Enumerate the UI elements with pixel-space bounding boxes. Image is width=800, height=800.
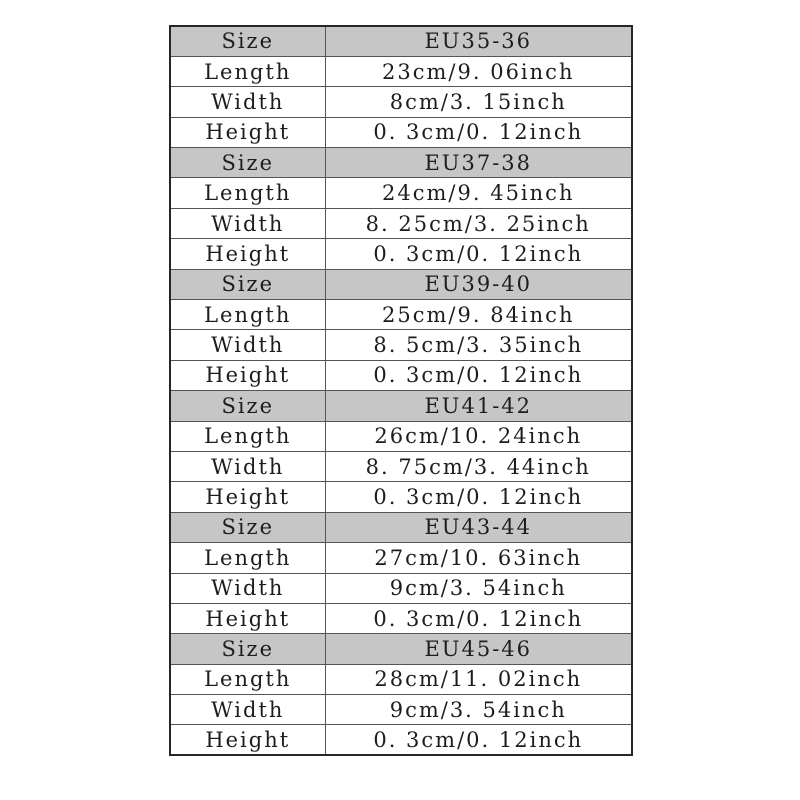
size-header-row [170, 512, 632, 542]
size-value: EU39-40 [325, 269, 632, 299]
size-value: EU35-36 [325, 26, 632, 56]
table-row [170, 87, 632, 117]
table-row [170, 573, 632, 603]
table-row [170, 543, 632, 573]
table-row [170, 451, 632, 481]
size-header-row [170, 26, 632, 56]
row-value: 9cm/3. 54inch [325, 573, 632, 603]
row-label: Width [170, 87, 325, 117]
row-label: Length [170, 56, 325, 86]
size-label: Size [170, 148, 325, 178]
size-label: Size [170, 512, 325, 542]
row-value: 0. 3cm/0. 12inch [325, 725, 632, 755]
row-label: Length [170, 664, 325, 694]
table-row [170, 725, 632, 755]
size-chart-table [169, 25, 633, 756]
size-label: Size [170, 391, 325, 421]
size-value: EU37-38 [325, 148, 632, 178]
table-row [170, 482, 632, 512]
row-label: Height [170, 117, 325, 147]
row-value: 9cm/3. 54inch [325, 695, 632, 725]
row-value: 8. 5cm/3. 35inch [325, 330, 632, 360]
row-label: Length [170, 300, 325, 330]
size-label: Size [170, 269, 325, 299]
row-value: 26cm/10. 24inch [325, 421, 632, 451]
size-label: Size [170, 26, 325, 56]
table-row [170, 664, 632, 694]
row-value: 0. 3cm/0. 12inch [325, 117, 632, 147]
row-value: 28cm/11. 02inch [325, 664, 632, 694]
table-row [170, 330, 632, 360]
row-label: Width [170, 208, 325, 238]
row-label: Length [170, 178, 325, 208]
size-value: EU41-42 [325, 391, 632, 421]
row-label: Width [170, 330, 325, 360]
size-header-row [170, 634, 632, 664]
table-row [170, 239, 632, 269]
row-value: 25cm/9. 84inch [325, 300, 632, 330]
row-label: Height [170, 603, 325, 633]
size-value: EU45-46 [325, 634, 632, 664]
row-value: 8. 75cm/3. 44inch [325, 451, 632, 481]
row-value: 0. 3cm/0. 12inch [325, 603, 632, 633]
row-value: 0. 3cm/0. 12inch [325, 239, 632, 269]
row-value: 23cm/9. 06inch [325, 56, 632, 86]
table-row [170, 178, 632, 208]
table-row [170, 208, 632, 238]
table-row [170, 603, 632, 633]
row-value: 0. 3cm/0. 12inch [325, 360, 632, 390]
row-label: Length [170, 543, 325, 573]
row-value: 27cm/10. 63inch [325, 543, 632, 573]
table-row [170, 300, 632, 330]
size-value: EU43-44 [325, 512, 632, 542]
size-label: Size [170, 634, 325, 664]
row-value: 24cm/9. 45inch [325, 178, 632, 208]
row-label: Width [170, 573, 325, 603]
table-row [170, 56, 632, 86]
row-value: 8cm/3. 15inch [325, 87, 632, 117]
row-label: Height [170, 360, 325, 390]
size-header-row [170, 269, 632, 299]
size-header-row [170, 391, 632, 421]
table-row [170, 360, 632, 390]
row-label: Height [170, 482, 325, 512]
row-label: Width [170, 695, 325, 725]
table-row [170, 421, 632, 451]
row-label: Height [170, 239, 325, 269]
size-header-row [170, 148, 632, 178]
table-row [170, 117, 632, 147]
row-value: 0. 3cm/0. 12inch [325, 482, 632, 512]
row-label: Length [170, 421, 325, 451]
row-label: Width [170, 451, 325, 481]
row-value: 8. 25cm/3. 25inch [325, 208, 632, 238]
row-label: Height [170, 725, 325, 755]
table-row [170, 695, 632, 725]
size-chart [169, 25, 633, 756]
